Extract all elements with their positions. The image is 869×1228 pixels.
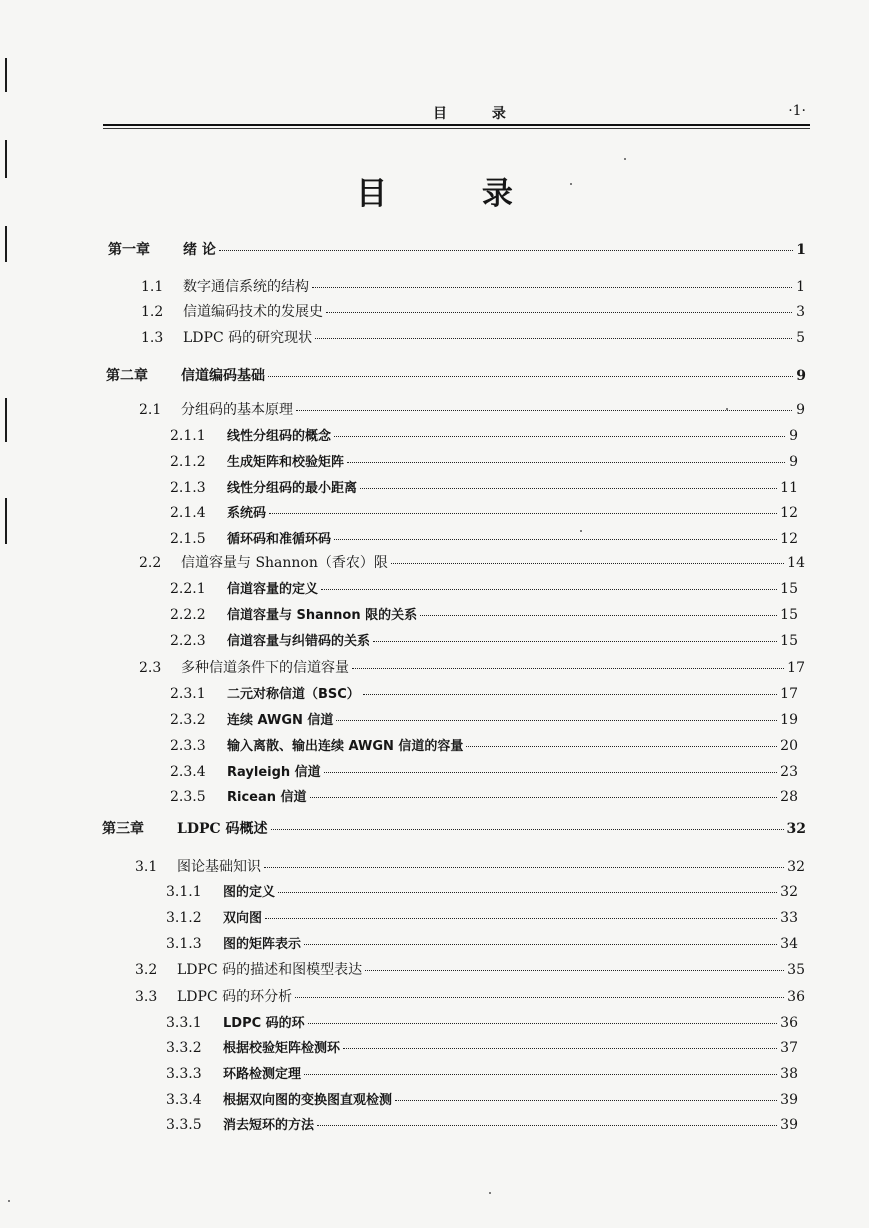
toc-leader-dots [304,944,777,945]
toc-leader-dots [347,462,785,463]
toc-leader-dots [336,720,777,721]
toc-entry-page: 1 [796,279,805,295]
toc-entry-title: 系统码 [227,506,267,521]
toc-subsection-row[interactable] [170,604,798,624]
toc-entry-number: 第二章 [106,368,148,384]
toc-leader-dots [296,410,792,411]
toc-entry-title: 消去短环的方法 [223,1118,315,1133]
toc-entry-title: 信道容量与纠错码的关系 [227,634,371,649]
toc-chapter-row[interactable] [106,365,806,385]
toc-section-row[interactable] [141,327,805,347]
toc-subsection-row[interactable] [166,1037,798,1057]
toc-leader-dots [363,694,777,695]
toc-subsection-row[interactable] [170,683,798,703]
toc-subsection-row[interactable] [170,477,798,497]
page-title: 目 录 [356,176,555,212]
toc-entry-number: 2.1.2 [170,454,206,470]
toc-entry-title: LDPC 码概述 [177,821,268,837]
toc-entry-number: 2.3.5 [170,789,206,805]
toc-leader-dots [268,376,793,377]
toc-entry-page: 34 [780,936,798,952]
toc-entry-page: 9 [796,368,806,384]
toc-entry-title: 输入离散、输出连续 AWGN 信道的容量 [227,739,464,754]
toc-entry-title: 根据校验矩阵检测环 [223,1041,341,1056]
toc-entry-page: 5 [796,330,805,346]
scan-edge-mark [5,226,7,262]
toc-leader-dots [365,970,784,971]
toc-entry-number: 3.3 [135,989,158,1005]
toc-leader-dots [265,918,777,919]
toc-entry-number: 3.1.2 [166,910,202,926]
toc-entry-title: 根据双向图的变换图直观检测 [223,1093,393,1108]
toc-entry-number: 2.2.3 [170,633,206,649]
toc-entry-number: 3.3.2 [166,1040,202,1056]
toc-subsection-row[interactable] [166,1089,798,1109]
toc-entry-number: 2.2 [139,555,162,571]
toc-entry-title: 图的定义 [223,885,276,900]
toc-leader-dots [373,641,777,642]
toc-entry-number: 2.3 [139,660,162,676]
toc-entry-number: 2.1.4 [170,505,206,521]
toc-entry-page: 17 [780,686,798,702]
toc-entry-number: 第三章 [102,821,144,837]
toc-entry-number: 1.3 [141,330,164,346]
toc-leader-dots [317,1125,777,1126]
toc-entry-page: 36 [780,1015,798,1031]
toc-leader-dots [420,615,777,616]
toc-chapter-row[interactable] [108,239,806,259]
toc-entry-page: 15 [780,633,798,649]
toc-entry-page: 9 [789,428,798,444]
toc-entry-title: LDPC 码的环分析 [177,989,293,1005]
toc-leader-dots [278,892,777,893]
toc-entry-number: 2.2.2 [170,607,206,623]
toc-entry-number: 2.1 [139,402,162,418]
toc-entry-title: 信道容量与 Shannon 限的关系 [227,608,418,623]
toc-entry-number: 2.2.1 [170,581,206,597]
toc-leader-dots [295,997,784,998]
toc-entry-title: 生成矩阵和校验矩阵 [227,455,345,470]
scan-speck [8,1200,10,1202]
header-rule [103,124,810,126]
toc-section-row[interactable] [135,856,805,876]
toc-entry-number: 3.3.3 [166,1066,202,1082]
toc-entry-number: 2.3.4 [170,764,206,780]
toc-entry-title: 绪 论 [183,242,216,258]
toc-entry-title: 线性分组码的概念 [227,429,332,444]
toc-entry-page: 32 [780,884,798,900]
toc-entry-number: 2.1.1 [170,428,206,444]
toc-subsection-row[interactable] [166,907,798,927]
toc-entry-title: 环路检测定理 [223,1067,302,1082]
toc-entry-number: 2.3.3 [170,738,206,754]
toc-entry-number: 2.3.2 [170,712,206,728]
toc-subsection-row[interactable] [166,1012,798,1032]
toc-entry-title: 信道容量与 Shannon（香农）限 [181,555,388,571]
toc-entry-number: 3.3.5 [166,1117,202,1133]
toc-entry-page: 32 [786,821,806,837]
toc-entry-page: 15 [780,607,798,623]
toc-entry-page: 12 [780,505,798,521]
running-header-title: 目 录 [433,106,526,122]
toc-leader-dots [264,867,784,868]
toc-leader-dots [308,1023,778,1024]
toc-subsection-row[interactable] [170,502,798,522]
toc-entry-title: 分组码的基本原理 [181,402,293,418]
toc-leader-dots [343,1048,777,1049]
toc-entry-title: 二元对称信道（BSC） [227,687,360,702]
toc-entry-page: 37 [780,1040,798,1056]
toc-entry-title: 线性分组码的最小距离 [227,481,358,496]
toc-entry-page: 39 [780,1092,798,1108]
toc-entry-number: 2.1.3 [170,480,206,496]
toc-entry-title: 数字通信系统的结构 [183,279,309,295]
toc-leader-dots [466,746,777,747]
toc-subsection-row[interactable] [170,709,798,729]
toc-leader-dots [326,312,792,313]
toc-entry-number: 3.1.3 [166,936,202,952]
toc-leader-dots [304,1074,777,1075]
toc-leader-dots [219,250,793,251]
toc-entry-page: 28 [780,789,798,805]
toc-section-row[interactable] [135,959,805,979]
toc-leader-dots [334,436,785,437]
toc-entry-number: 3.2 [135,962,158,978]
toc-entry-page: 12 [780,531,798,547]
toc-leader-dots [269,513,777,514]
running-header-page-number: ·1· [788,103,806,119]
scan-edge-mark [5,398,7,442]
toc-subsection-row[interactable] [166,1114,798,1134]
toc-subsection-row[interactable] [170,528,798,548]
toc-entry-page: 9 [789,454,798,470]
toc-entry-page: 17 [787,660,805,676]
toc-entry-number: 3.1 [135,859,158,875]
toc-leader-dots [395,1100,777,1101]
toc-entry-page: 23 [780,764,798,780]
toc-entry-page: 35 [787,962,805,978]
toc-entry-number: 2.3.1 [170,686,206,702]
toc-entry-title: LDPC 码的环 [223,1016,305,1031]
toc-entry-title: 多种信道条件下的信道容量 [181,660,349,676]
toc-entry-title: 双向图 [223,911,263,926]
running-header [103,103,810,125]
toc-entry-number: 3.3.4 [166,1092,202,1108]
toc-entry-page: 15 [780,581,798,597]
toc-entry-title: Rayleigh 信道 [227,765,321,780]
toc-entry-page: 14 [787,555,805,571]
toc-entry-page: 33 [780,910,798,926]
toc-subsection-row[interactable] [170,786,798,806]
toc-subsection-row[interactable] [166,881,798,901]
toc-entry-page: 39 [780,1117,798,1133]
toc-entry-number: 2.1.5 [170,531,206,547]
scan-edge-mark [5,498,7,544]
toc-entry-page: 36 [787,989,805,1005]
toc-subsection-row[interactable] [166,933,798,953]
toc-subsection-row[interactable] [170,578,798,598]
toc-entry-page: 32 [787,859,805,875]
toc-subsection-row[interactable] [170,735,798,755]
toc-entry-title: 图的矩阵表示 [223,937,302,952]
toc-subsection-row[interactable] [166,1063,798,1083]
toc-entry-title: 信道容量的定义 [227,582,319,597]
toc-entry-title: 循环码和准循环码 [227,532,332,547]
toc-section-row[interactable] [139,552,805,572]
toc-leader-dots [310,797,778,798]
toc-leader-dots [315,338,792,339]
toc-leader-dots [334,539,777,540]
toc-section-row[interactable] [141,276,805,296]
toc-chapter-row[interactable] [102,818,806,838]
toc-entry-number: 1.2 [141,304,164,320]
toc-entry-title: 图论基础知识 [177,859,261,875]
toc-entry-number: 1.1 [141,279,164,295]
scan-speck [489,1192,491,1194]
toc-entry-number: 3.1.1 [166,884,202,900]
toc-entry-number: 第一章 [108,242,150,258]
toc-section-row[interactable] [139,399,805,419]
toc-section-row[interactable] [139,657,805,677]
toc-entry-page: 3 [796,304,805,320]
toc-entry-page: 20 [780,738,798,754]
toc-entry-number: 3.3.1 [166,1015,202,1031]
header-rule-thin [103,128,810,129]
toc-leader-dots [352,668,784,669]
toc-leader-dots [391,563,784,564]
toc-leader-dots [324,772,777,773]
toc-subsection-row[interactable] [170,630,798,650]
scan-speck [624,158,626,160]
toc-section-row[interactable] [135,986,805,1006]
toc-entry-page: 11 [780,480,798,496]
toc-entry-title: LDPC 码的研究现状 [183,330,313,346]
toc-entry-page: 19 [780,712,798,728]
toc-leader-dots [321,589,777,590]
toc-subsection-row[interactable] [170,425,798,445]
toc-entry-page: 9 [796,402,805,418]
scan-edge-mark [5,58,7,92]
toc-entry-title: 信道编码技术的发展史 [183,304,323,320]
toc-subsection-row[interactable] [170,451,798,471]
toc-entry-page: 1 [796,242,806,258]
toc-entry-title: Ricean 信道 [227,790,307,805]
toc-leader-dots [312,287,792,288]
toc-leader-dots [271,829,784,830]
toc-leader-dots [360,488,777,489]
toc-entry-page: 38 [780,1066,798,1082]
toc-entry-title: 连续 AWGN 信道 [227,713,334,728]
toc-subsection-row[interactable] [170,761,798,781]
toc-entry-title: LDPC 码的描述和图模型表达 [177,962,363,978]
toc-section-row[interactable] [141,301,805,321]
toc-entry-title: 信道编码基础 [181,368,265,384]
